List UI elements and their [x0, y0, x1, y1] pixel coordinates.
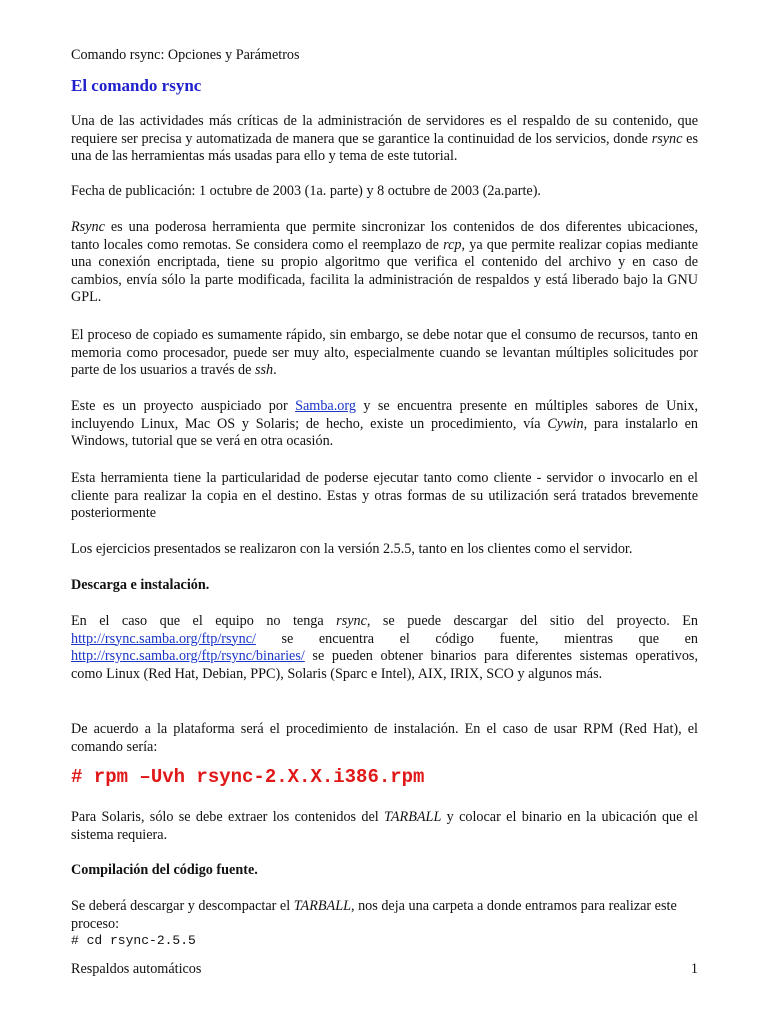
page-title: El comando rsync — [71, 76, 202, 95]
download-heading: Descarga e instalación. — [71, 577, 210, 593]
rsync-term: rsync — [651, 130, 683, 147]
install-paragraph: De acuerdo a la plataforma será el procedimiento de instalación. En el caso de usar RPM (Red Hat), el comando sería: — [71, 721, 698, 755]
performance-paragraph: El proceso de copiado es sumamente rápido, sin embargo, se debe notar que el consumo de recursos, tanto en memoria como procesador, puede ser muy alto, especialmente cuando se levantan múltiples solicitudes por parte de los usuarios a través de ssh. — [71, 327, 698, 379]
compile-paragraph: Se deberá descargar y descompactar el TARBALL, nos deja una carpeta a donde entramos para realizar este proceso: # cd rsync-2.5.5 — [71, 898, 698, 948]
samba-link[interactable]: Samba.org — [295, 398, 356, 414]
publication-date: Fecha de publicación: 1 octubre de 2003 (1a. parte) y 8 octubre de 2003 (2a.parte). — [71, 183, 541, 199]
page-footer — [71, 961, 698, 979]
project-paragraph: Este es un proyecto auspiciado por Samba.org y se encuentra presente en múltiples sabores de Unix, incluyendo Linux, Mac OS y Solaris; de hecho, existe un procedimiento, vía Cywin, para instalarlo en Windows, tutorial que se verá en otra ocasión. — [71, 398, 699, 450]
version-paragraph: Los ejercicios presentados se realizaron con la versión 2.5.5, tanto en los clientes como el servidor. — [71, 541, 633, 557]
page-header: Comando rsync: Opciones y Parámetros — [71, 47, 300, 63]
rpm-command: # rpm –Uvh rsync-2.X.X.i386.rpm — [71, 766, 425, 788]
rsync-description-paragraph: Rsync es una poderosa herramienta que permite sincronizar los contenidos de dos diferentes ubicaciones, tanto locales como remotas. Se considera como el reemplazo de rcp, ya que permite realizar copias mediante una conexión encriptada, tiene su propio algoritmo que verifica el contenido del archivo y en caso de cambios, envía sólo la parte modificada, facilita la administración de respaldos y está liberado bajo la GNU GPL. — [71, 219, 698, 306]
solaris-paragraph: Para Solaris, sólo se debe extraer los contenidos del TARBALL y colocar el binario en la ubicación que el sistema requiera. — [71, 809, 698, 843]
intro-paragraph: Una de las actividades más críticas de la administración de servidores es el respaldo de su contenido, que requiere ser precisa y automatizada de manera que se garantice la continuidad de los servicios, donde rsync es una de las herramientas más usadas para ello y tema de este tutorial. — [71, 113, 698, 165]
download-paragraph: En el caso que el equipo no tenga rsync, se puede descargar del sitio del proyecto. En http://rsync.samba.org/ftp/rsync/ se encuentra el código fuente, mientras que en http://rsync.samba.org/ftp/rsync/binaries/ se pueden obtener binarios para diferentes sistemas operativos, como Linux (Red Hat, Debian, PPC), Solaris (Sparc e Intel), AIX, IRIX, SCO y algunos más. — [71, 613, 698, 682]
compile-heading: Compilación del código fuente. — [71, 862, 258, 878]
client-server-paragraph: Esta herramienta tiene la particularidad de poderse ejecutar tanto como cliente - servidor o invocarlo en el cliente para realizar la copia en el destino. Estas y otras formas de su utilización será tratados brevemente posteriormente — [71, 470, 698, 522]
page-number: 1 — [690, 961, 698, 977]
cd-command: # cd rsync-2.5.5 — [71, 933, 196, 949]
rsync-source-link[interactable]: http://rsync.samba.org/ftp/rsync/ — [71, 630, 256, 647]
footer-title: Respaldos automáticos — [71, 961, 202, 977]
document-page — [71, 0, 698, 1024]
rsync-binaries-link[interactable]: http://rsync.samba.org/ftp/rsync/binaries/ — [71, 648, 305, 665]
